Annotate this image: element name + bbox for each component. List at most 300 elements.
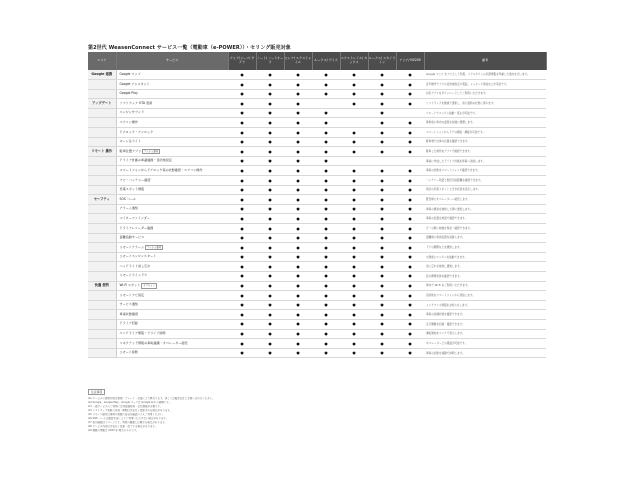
row-area [88,329,116,339]
availability-mark: ● [256,166,284,176]
table-row [88,252,546,262]
service-name: 盗難追跡サービス [119,235,145,240]
availability-mark: ● [284,291,312,301]
availability-mark: ● [368,89,396,99]
availability-mark: ● [312,118,340,128]
availability-mark: ● [228,166,256,176]
availability-mark: ● [228,281,256,291]
row-note: 駐車場で自車の位置を確認できます。 [424,137,546,147]
availability-mark: ● [340,339,368,349]
availability-mark: ● [368,310,396,320]
availability-mark: ● [340,70,368,80]
availability-mark: ● [340,185,368,195]
service-table [88,52,547,358]
availability-mark: ● [368,233,396,243]
availability-mark: ● [340,99,368,109]
availability-mark: ● [228,89,256,99]
availability-mark: ● [340,224,368,234]
table-row [88,156,546,166]
availability-mark [340,156,368,166]
availability-mark: ● [228,329,256,339]
header-model: ノート/ ノートオーラ [256,52,284,70]
availability-mark: ● [284,128,312,138]
availability-mark: ● [396,80,424,90]
availability-mark: ● [256,195,284,205]
availability-mark: ● [396,99,424,109]
availability-mark: ● [368,319,396,329]
availability-mark: ● [284,300,312,310]
availability-mark: ● [312,291,340,301]
availability-mark: ● [368,137,396,147]
row-area: リモート 操作 [88,147,116,157]
availability-mark: ● [256,224,284,234]
table-row [88,118,546,128]
availability-mark: ● [284,99,312,109]
availability-mark: ● [312,166,340,176]
footnote-item: ※2 Google、Google Play、Google マップは Google LLC の商標です。 [88,401,172,404]
table-row [88,185,546,195]
row-note: 駐車した場所をアプリで確認できます。 [424,147,546,157]
availability-mark: ● [228,339,256,349]
row-note: 車内で Wi-Fi をご利用いただけます。 [424,281,546,291]
row-service [116,70,228,80]
table-row [88,339,546,349]
availability-mark: ● [228,147,256,157]
availability-mark: ● [284,233,312,243]
row-area [88,243,116,253]
table-row [88,233,546,243]
availability-mark: ● [256,329,284,339]
service-name: 駐車位置アプリ [119,148,142,153]
footnote-item: ※6 SOS コールは通信状況によりご利用いただけない場合があります。 [88,417,169,420]
availability-mark: ● [340,176,368,186]
availability-mark: ● [284,89,312,99]
availability-mark: ● [368,300,396,310]
availability-mark: ● [396,70,424,80]
availability-mark: ● [312,300,340,310]
availability-mark: ● [396,252,424,262]
service-table-wrap [88,52,546,358]
availability-mark: ● [340,252,368,262]
availability-mark: ● [228,214,256,224]
service-name: SOS コール [119,196,137,201]
availability-mark: ● [256,310,284,320]
availability-mark: ● [396,291,424,301]
availability-mark: ● [256,70,284,80]
availability-mark [396,156,424,166]
row-note: 車両の状態を遠隔で診断します。 [424,348,546,358]
availability-mark: ● [228,80,256,90]
availability-mark: ● [368,70,396,80]
row-area [88,291,116,301]
service-name: ドライブ記録 [119,321,138,326]
availability-mark: ● [396,329,424,339]
availability-mark: ● [256,291,284,301]
availability-mark: ● [312,310,340,320]
availability-mark: ● [312,185,340,195]
availability-mark: ● [284,176,312,186]
availability-mark: ● [312,271,340,281]
row-area [88,348,116,358]
row-service [116,339,228,349]
row-note: 音声操作でナビの目的地設定や電話、メッセージ送信などが可能です。 [424,80,546,90]
footnote-item: ※1 サービスの提供内容は車種・グレード・仕様により異なります。詳しくは販売会社にお問い合わせください。 [88,397,215,400]
row-area [88,319,116,329]
availability-mark: ● [312,195,340,205]
availability-mark: ● [228,70,256,80]
row-service [116,89,228,99]
availability-mark: ● [312,70,340,80]
footnote-item: ※5 リモート操作は車両の周囲の安全を確認のうえご利用ください。 [88,413,165,416]
availability-mark: ● [368,128,396,138]
row-note: 車両の状態をスマートフォンで確認できます。 [424,166,546,176]
row-service [116,80,228,90]
row-area [88,128,116,138]
row-note: 窓の開閉状態を確認できます。 [424,271,546,281]
row-note: スマートフォンからドアの施錠・解錠が可能です。 [424,128,546,138]
availability-mark: ● [340,281,368,291]
table-row [88,243,546,253]
availability-mark: ● [228,118,256,128]
availability-mark: ● [228,108,256,118]
service-name: リモートウインドウ [119,273,148,278]
service-name: ホーン＆ライト [119,139,142,144]
row-note: メンテナンス情報をお知らせします。 [424,300,546,310]
row-area [88,224,116,234]
row-note: 車両の異常を検知した際に通知します。 [424,204,546,214]
row-service [116,329,228,339]
availability-mark: ● [312,348,340,358]
availability-mark: ● [284,137,312,147]
availability-mark: ● [256,118,284,128]
availability-mark: ● [228,348,256,358]
availability-mark: ● [340,195,368,205]
availability-mark: ● [284,339,312,349]
availability-mark: ● [284,147,312,157]
row-area [88,137,116,147]
availability-mark: ● [340,319,368,329]
availability-mark: ● [340,128,368,138]
availability-mark: ● [312,319,340,329]
availability-mark: ● [284,224,312,234]
table-row [88,147,546,157]
row-area [88,204,116,214]
service-name: エコドライブ情報・ドライブ診断 [119,331,166,336]
availability-mark: ● [312,89,340,99]
availability-mark: ● [368,271,396,281]
header-model: アリア/ NV200 [396,52,424,70]
service-name: エアコン操作 [119,119,138,124]
availability-mark: ● [284,80,312,90]
table-row [88,300,546,310]
row-service [116,185,228,195]
row-area [88,185,116,195]
service-name: ソフトウェア OTA 更新 [119,100,153,105]
row-service [116,310,228,320]
row-service [116,147,228,157]
availability-mark: ● [396,271,424,281]
header-note: 備考 [424,52,546,70]
availability-mark [340,108,368,118]
availability-mark: ● [284,319,312,329]
availability-mark: ● [368,80,396,90]
availability-mark: ● [368,147,396,157]
service-name: Google アシスタント [119,81,150,86]
service-name: アラーム通知 [119,206,139,211]
availability-mark: ● [256,128,284,138]
availability-mark: ● [312,243,340,253]
row-note: 車両の各種状態を確認できます。 [424,310,546,320]
row-service [116,243,228,253]
availability-mark: ● [368,262,396,272]
availability-mark: ● [312,339,340,349]
row-service [116,137,228,147]
row-service [116,195,228,205]
availability-mark: ● [256,243,284,253]
service-name: リモートナビ設定 [119,292,145,297]
availability-mark: ● [368,185,396,195]
table-row [88,319,546,329]
availability-mark: ● [396,214,424,224]
row-note: ドアの開閉などを通知します。 [424,243,546,253]
table-row [88,348,546,358]
table-row [88,89,546,99]
row-note: 盗難時に車両位置を追跡します。 [424,233,546,243]
availability-mark: ● [396,185,424,195]
availability-mark: ● [368,118,396,128]
service-badge: プッシュ通知 [147,245,162,249]
table-row [88,271,546,281]
service-name: リモート診断 [119,350,138,355]
availability-mark: ● [368,176,396,186]
availability-mark: ● [284,310,312,320]
availability-mark: ● [284,108,312,118]
table-row [88,108,546,118]
availability-mark: ● [368,243,396,253]
service-badge: オプション [143,284,155,288]
row-area [88,300,116,310]
availability-mark: ● [284,262,312,272]
availability-mark: ● [256,214,284,224]
availability-mark [368,156,396,166]
table-row [88,281,546,291]
availability-mark: ● [312,252,340,262]
service-name: Wi-Fi スポット [119,283,141,288]
availability-mark: ● [396,300,424,310]
footnote-item: ※3 一部サービスのご利用には別途通信料・会員登録が必要です。 [88,405,163,408]
row-area [88,252,116,262]
availability-mark: ● [256,147,284,157]
availability-mark: ● [368,166,396,176]
availability-mark [312,99,340,109]
availability-mark: ● [396,176,424,186]
availability-mark: ● [396,89,424,99]
table-row [88,195,546,205]
availability-mark: ● [256,300,284,310]
availability-mark: ● [312,233,340,243]
availability-mark: ● [312,281,340,291]
availability-mark: ● [228,99,256,109]
availability-mark: ● [284,204,312,214]
header-model: アリア/リーフ/ サクラ [228,52,256,70]
footnote-item: ※4 ソフトウェア更新の内容・時期は予告なく変更される場合があります。 [88,409,173,412]
availability-mark: ● [256,339,284,349]
table-row [88,166,546,176]
availability-mark: ● [368,224,396,234]
header-model: ルークス/ スカイライン [368,52,396,70]
availability-mark: ● [340,300,368,310]
availability-mark: ● [396,166,424,176]
row-service [116,281,228,291]
row-area [88,214,116,224]
table-row [88,128,546,138]
availability-mark: ● [312,156,340,166]
availability-mark: ● [312,176,340,186]
availability-mark: ● [396,195,424,205]
service-name: ヘッドライト消し忘れ [119,263,151,268]
availability-mark: ● [284,156,312,166]
row-note: 目的地をスマートフォンから送信します。 [424,291,546,301]
row-note: 出発前にエンジンを始動できます。 [424,252,546,262]
row-service [116,204,228,214]
availability-mark: ● [368,195,396,205]
availability-mark: ● [284,348,312,358]
availability-mark: ● [312,137,340,147]
table-row [88,80,546,90]
availability-mark: ● [228,137,256,147]
availability-mark: ● [396,137,424,147]
table-row [88,137,546,147]
availability-mark: ● [228,271,256,281]
availability-mark: ● [396,348,424,358]
row-note: オペレーターとの通話が可能です。 [424,339,546,349]
availability-mark: ● [228,319,256,329]
availability-mark: ● [256,204,284,214]
availability-mark: ● [368,99,396,109]
availability-mark: ● [368,281,396,291]
availability-mark: ● [284,252,312,262]
availability-mark: ● [228,204,256,214]
availability-mark: ● [256,233,284,243]
availability-mark: ● [256,99,284,109]
row-area [88,339,116,349]
availability-mark [396,108,424,118]
row-area [88,262,116,272]
row-note: ソフトウェアを無線で更新し、常に最新の状態に保ちます。 [424,99,546,109]
row-note: 万一の際に映像を保存・確認できます。 [424,224,546,234]
availability-mark: ● [284,243,312,253]
row-area: アップデート [88,99,116,109]
footnote-list [88,397,546,433]
service-name: ナビ・バッテリー確認 [119,177,151,182]
row-note: 緊急時にオペレーターへ接続します。 [424,195,546,205]
availability-mark: ● [368,348,396,358]
service-name: Google Play [119,91,138,96]
service-name: 車両状態確認 [119,311,139,316]
availability-mark: ● [228,128,256,138]
table-body [88,70,546,358]
row-service [116,214,228,224]
availability-mark: ● [256,185,284,195]
availability-mark: ● [256,108,284,118]
availability-mark: ● [256,252,284,262]
availability-mark: ● [340,271,368,281]
page-title: 第2世代 WeasenConnect サービス一覧（電動車（e-POWER））・セリング販売対象 [88,45,291,51]
availability-mark: ● [396,118,424,128]
availability-mark: ● [312,108,340,118]
row-service [116,128,228,138]
row-service [116,108,228,118]
row-note: 乗車前に車内の温度を快適に調整します。 [424,118,546,128]
row-area [88,80,116,90]
service-name: Google マップ [119,71,141,76]
row-service [116,319,228,329]
row-note: Google マップ をナビとして利用。リアルタイムの渋滞情報を考慮した案内を行います。 [424,70,546,80]
service-name: マイカーファインダー [119,215,150,220]
availability-mark: ● [312,128,340,138]
availability-mark: ● [284,185,312,195]
availability-mark: ● [228,233,256,243]
availability-mark: ● [396,128,424,138]
row-area: 快適 便利 [88,281,116,291]
row-service [116,300,228,310]
header-model: ルークス/ デイズ [312,52,340,70]
header-area: エリア [88,52,116,70]
table-row [88,291,546,301]
availability-mark: ● [228,156,256,166]
availability-mark: ● [340,214,368,224]
service-name: ドアロック・アンロック [119,129,154,134]
service-name: サービス通知 [119,302,139,307]
availability-mark: ● [228,224,256,234]
row-area [88,166,116,176]
row-area [88,310,116,320]
table-row [88,262,546,272]
availability-mark: ● [284,70,312,80]
availability-mark: ● [312,329,340,339]
footnotes [88,378,546,433]
availability-mark: ● [368,252,396,262]
availability-mark: ● [396,147,424,157]
availability-mark: ● [340,262,368,272]
availability-mark: ● [396,281,424,291]
availability-mark: ● [284,271,312,281]
availability-mark: ● [256,89,284,99]
availability-mark: ● [340,310,368,320]
availability-mark: ● [256,319,284,329]
row-note: 周辺の充電スポットと空き状況を表示します。 [424,185,546,195]
availability-mark: ● [340,329,368,339]
service-name: 充電スポット情報 [119,187,145,192]
row-note: 車両の位置を地図で確認できます。 [424,214,546,224]
row-note: 走行履歴を記録・確認できます。 [424,319,546,329]
row-note: 対応アプリをダウンロードしてご利用いただけます。 [424,89,546,99]
row-note: バッテリー残量と航続可能距離を確認できます。 [424,176,546,186]
availability-mark: ● [340,291,368,301]
availability-mark: ● [284,195,312,205]
footnote-item: ※7 表示画面はイメージです。実際の画面とは異なる場合があります。 [88,421,168,424]
row-area [88,271,116,281]
row-service [116,233,228,243]
service-badge: プッシュ通知 [144,149,159,153]
row-service [116,176,228,186]
availability-mark: ● [228,291,256,301]
row-service [116,99,228,109]
row-area: セーフティ [88,195,116,205]
footnote-badge: 注意事項 [88,389,105,395]
availability-mark: ● [368,204,396,214]
availability-mark: ● [340,348,368,358]
